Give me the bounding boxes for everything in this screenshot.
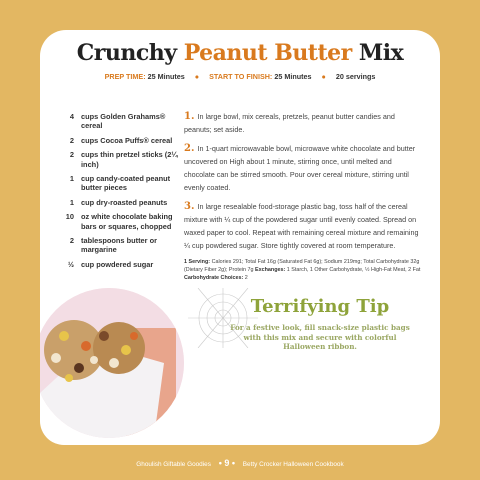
page-footer: [0, 458, 480, 468]
ingredient-item: [62, 150, 182, 169]
step-1: [184, 110, 424, 136]
tip-title: Terrifying Tip: [250, 296, 390, 317]
footer-book-title: Betty Crocker Halloween Cookbook: [242, 461, 344, 468]
ingredient-item: [62, 136, 182, 145]
step-text: In large resealable food-storage plastic bag, toss half of the cereal mixture with ¼ cup of the powdered sugar until evenly coated. Spread on waxed paper to cool. Repeat with remaining cereal mixture and remaining ¼ cup powdered sugar. Store tightly covered at room temperature.: [184, 202, 419, 250]
exchanges-label: Exchanges:: [255, 267, 286, 273]
recipe-title-part2: Peanut Butter: [183, 40, 352, 66]
ingredient-text: cups Cocoa Puffs® cereal: [81, 135, 173, 145]
step-2: [184, 142, 424, 194]
recipe-card: [40, 30, 440, 445]
serving-label: 1 Serving:: [184, 259, 211, 265]
start-to-finish-value: 25 Minutes: [274, 72, 312, 81]
ingredient-item: [62, 212, 182, 231]
step-text: In large bowl, mix cereals, pretzels, peanut butter candies and peanuts; set aside.: [184, 112, 395, 134]
page-number-value: 9: [224, 458, 230, 468]
ingredient-qty: 2: [69, 236, 74, 246]
terrifying-tip: [225, 296, 415, 352]
snack-mix-photo: [40, 288, 184, 438]
recipe-title: [40, 40, 440, 66]
bullet-icon: ●: [194, 72, 200, 81]
carb-choices-value: 2: [243, 275, 248, 281]
ingredient-qty: 10: [65, 212, 74, 222]
step-number: 3.: [184, 201, 195, 212]
step-number: 1.: [184, 111, 195, 122]
servings: 20 servings: [335, 72, 376, 81]
nutrition-info: [184, 258, 424, 282]
ingredient-text: cup dry-roasted peanuts: [81, 197, 168, 207]
page-number: • 9 •: [218, 458, 236, 468]
prep-time-label: PREP TIME:: [104, 72, 146, 81]
exchanges-text: 1 Starch, 1 Other Carbohydrate, ½ High-Fat Meat, 2 Fat: [285, 267, 421, 273]
ingredient-item: [62, 260, 182, 269]
start-to-finish-label: START TO FINISH:: [209, 72, 273, 81]
ingredient-text: tablespoons butter or margarine: [81, 236, 157, 255]
ingredient-text: cups thin pretzel sticks (2¼ inch): [81, 150, 178, 169]
recipe-title-part3: Mix: [351, 40, 404, 66]
footer-section-title: Ghoulish Giftable Goodies: [136, 461, 211, 468]
prep-time-value: 25 Minutes: [147, 72, 185, 81]
ingredient-qty: 2: [69, 135, 74, 145]
snack-mix-illustration: [40, 288, 184, 438]
ingredient-qty: 1: [69, 174, 74, 184]
directions: [184, 110, 424, 282]
bullet-icon: ●: [321, 72, 326, 81]
ingredient-item: [62, 112, 182, 131]
ingredient-qty: 2: [69, 150, 74, 160]
ingredient-item: [62, 236, 182, 255]
step-number: 2.: [184, 143, 195, 154]
tip-text: For a festive look, fill snack-size plastic bags with this mix and secure with colorful Halloween ribbon.: [230, 323, 410, 352]
carb-choices-label: Carbohydrate Choices:: [184, 275, 244, 281]
ingredient-text: cups Golden Grahams® cereal: [81, 112, 166, 131]
ingredient-qty: ½: [67, 259, 74, 269]
ingredient-text: cup powdered sugar: [81, 259, 154, 269]
nutrition-text: Calories 291; Total Fat 16g (Saturated Fat 6g); Sodium 219mg; Total Carbohydrate 32g (Dietary Fiber 2g); Protein 7g: [184, 259, 420, 273]
ingredient-item: [62, 198, 182, 207]
ingredient-list: [62, 112, 182, 274]
recipe-title-part1: Crunchy: [76, 40, 184, 66]
step-text: In 1-quart microwavable bowl, microwave white chocolate and butter uncovered on High about 1 minute, stirring once, until melted and chocolate can be stirred smooth. Pour over cereal mixture, stirring until evenly coated.: [184, 144, 416, 192]
ingredient-text: cup candy-coated peanut butter pieces: [81, 174, 171, 193]
ingredient-qty: 1: [69, 197, 74, 207]
recipe-meta: [40, 72, 440, 81]
ingredient-item: [62, 174, 182, 193]
ingredient-text: oz white chocolate baking bars or squares, chopped: [81, 212, 173, 231]
ingredient-qty: 4: [69, 112, 74, 121]
step-3: [184, 200, 424, 252]
